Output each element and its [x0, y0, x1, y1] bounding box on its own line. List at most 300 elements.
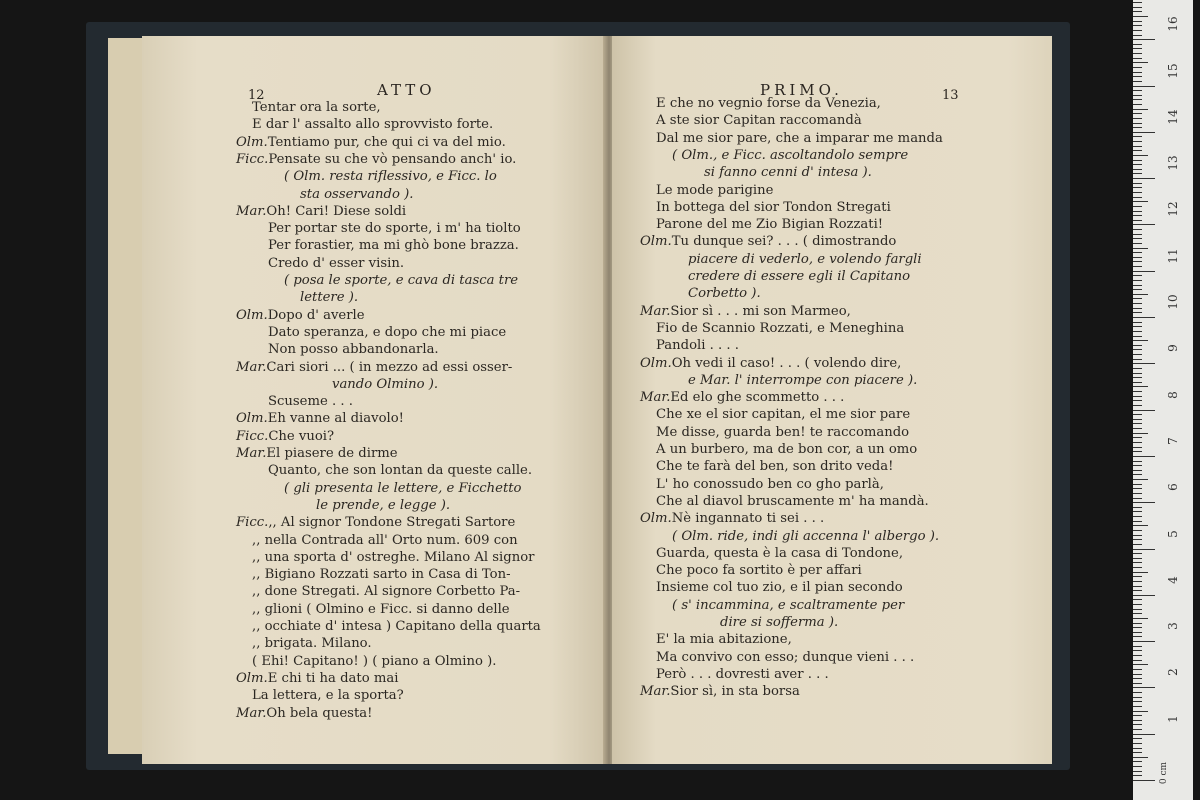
ruler-tick [1133, 525, 1148, 526]
line-text: Dopo d' averle [267, 307, 365, 323]
text-line [640, 684, 800, 700]
ruler-tick [1133, 48, 1142, 49]
ruler-tick [1133, 363, 1155, 364]
ruler-tick [1133, 549, 1155, 550]
text-line [236, 152, 516, 168]
line-text: Che poco fa sortito è per affari [656, 563, 862, 579]
ruler-tick [1133, 192, 1142, 193]
speaker-name: Mar. [640, 684, 671, 700]
ruler-tick [1133, 553, 1142, 554]
text-line [268, 256, 404, 272]
ruler-tick [1133, 373, 1142, 374]
ruler-tick [1133, 604, 1142, 605]
ruler-tick [1133, 498, 1142, 499]
stage-direction: piacere di vederlo, e volendo fargli [688, 251, 922, 267]
ruler-unit-label: 0 cm [1159, 761, 1170, 785]
ruler-tick [1133, 479, 1148, 480]
ruler-tick [1133, 581, 1142, 582]
speaker-name: Olm. [640, 355, 672, 371]
ruler-tick [1133, 423, 1142, 424]
ruler-tick [1133, 62, 1148, 63]
line-text: Per portar ste do sporte, i m' ha tiolto [268, 221, 521, 237]
text-line [640, 234, 896, 250]
ruler-tick [1133, 507, 1142, 508]
ruler-number: 14 [1166, 109, 1180, 125]
ruler-tick [1133, 734, 1155, 735]
line-text: E' la mia abitazione, [656, 632, 792, 648]
line-text: L' ho conossudo ben co gho parlà, [656, 476, 884, 492]
text-line [236, 204, 406, 220]
line-text: ,, brigata. Milano. [252, 636, 372, 652]
ruler-tick [1133, 109, 1148, 110]
line-text: Che al diavol bruscamente m' ha mandà. [656, 493, 929, 509]
text-line [656, 667, 829, 683]
ruler-tick [1133, 155, 1148, 156]
ruler-tick [1133, 391, 1142, 392]
text-line [268, 221, 521, 237]
ruler-tick [1133, 484, 1142, 485]
stage-direction: ( Olm., e Ficc. ascoltandolo sempre [672, 147, 909, 163]
text-line [268, 238, 519, 254]
ruler-tick [1133, 30, 1142, 31]
line-text: Scuseme . . . [268, 394, 353, 410]
ruler-tick [1133, 572, 1148, 573]
ruler-tick [1133, 687, 1155, 688]
ruler-number: 6 [1166, 483, 1180, 492]
ruler-tick [1133, 748, 1142, 749]
ruler-tick [1133, 224, 1155, 225]
stage-direction: ( gli presenta le lettere, e Ficchetto [284, 480, 522, 496]
speaker-name: Olm. [236, 307, 268, 323]
ruler-tick [1133, 771, 1142, 772]
ruler-tick [1133, 173, 1142, 174]
ruler-tick [1133, 289, 1142, 290]
line-text: Parone del me Zio Bigian Rozzati! [656, 217, 884, 233]
ruler-tick [1133, 123, 1142, 124]
ruler-tick [1133, 599, 1142, 600]
ruler-tick [1133, 590, 1142, 591]
text-line [284, 481, 521, 497]
line-text: Sior sì, in sta borsa [670, 684, 800, 700]
ruler-tick [1133, 150, 1142, 151]
text-line [656, 200, 891, 216]
ruler-tick [1133, 248, 1148, 249]
line-text: ,, done Stregati. Al signore Corbetto Pa- [252, 584, 521, 600]
ruler-tick [1133, 757, 1148, 758]
ruler-tick [1133, 461, 1142, 462]
text-line [236, 706, 372, 722]
text-line [268, 463, 532, 479]
text-line [672, 598, 904, 614]
speaker-name: Olm. [236, 670, 268, 686]
text-line [236, 135, 506, 151]
ruler-tick [1133, 488, 1142, 489]
line-text: La lettera, e la sporta? [252, 688, 404, 704]
stage-direction: ( Olm. ride, indi gli accenna l' albergo ). [672, 528, 940, 544]
ruler-tick [1133, 317, 1155, 318]
ruler-tick [1133, 220, 1142, 221]
ruler-tick [1133, 234, 1142, 235]
ruler-tick [1133, 433, 1148, 434]
ruler-tick [1133, 738, 1142, 739]
measuring-ruler [1133, 0, 1193, 800]
left-page [142, 36, 605, 764]
ruler-tick [1133, 146, 1142, 147]
ruler-tick [1133, 136, 1142, 137]
text-line [656, 477, 884, 493]
text-line [656, 217, 883, 233]
text-line [656, 96, 881, 112]
line-text: Sior sì . . . mi son Marmeo, [670, 303, 851, 319]
ruler-tick [1133, 414, 1142, 415]
stage-direction: ( posa le sporte, e cava di tasca tre [284, 273, 519, 288]
line-text: Non posso abbandonarla. [268, 342, 439, 358]
ruler-tick [1133, 646, 1142, 647]
ruler-tick [1133, 442, 1142, 443]
line-text: ( Ehi! Capitano! ) ( piano a Olmino ). [252, 653, 497, 669]
ruler-tick [1133, 400, 1142, 401]
ruler-tick [1133, 99, 1142, 100]
ruler-tick [1133, 701, 1142, 702]
ruler-tick [1133, 609, 1142, 610]
speaker-name: Mar. [640, 390, 671, 406]
ruler-tick [1133, 752, 1142, 753]
ruler-tick [1133, 586, 1142, 587]
line-text: ,, una sporta d' ostreghe. Milano Al signor [252, 549, 535, 565]
text-line [640, 356, 901, 372]
ruler-tick [1133, 11, 1142, 12]
ruler-tick [1133, 562, 1142, 563]
ruler-tick [1133, 766, 1142, 767]
ruler-tick [1133, 595, 1155, 596]
speaker-name: Mar. [236, 203, 267, 219]
ruler-tick [1133, 340, 1148, 341]
text-line [236, 671, 398, 687]
ruler-tick [1133, 211, 1142, 212]
text-line [656, 425, 909, 441]
ruler-tick [1133, 775, 1142, 776]
ruler-tick [1133, 280, 1142, 281]
ruler-number: 3 [1166, 622, 1180, 630]
ruler-tick [1133, 127, 1142, 128]
line-text: Quanto, che son lontan da queste calle. [268, 463, 533, 479]
text-line [640, 304, 851, 320]
ruler-tick [1133, 544, 1142, 545]
ruler-tick [1133, 160, 1142, 161]
ruler-number: 8 [1166, 390, 1180, 399]
line-text: Dal me sior pare, che a imparar me manda [656, 130, 943, 146]
line-text: Fio de Scannio Rozzati, e Meneghina [656, 320, 905, 336]
ruler-number: 9 [1166, 344, 1180, 353]
ruler-tick [1133, 215, 1142, 216]
ruler-tick [1133, 118, 1142, 119]
ruler-tick [1133, 25, 1142, 26]
line-text: ,, Bigiano Rozzati sarto in Casa di Ton- [252, 567, 511, 583]
ruler-tick [1133, 67, 1142, 68]
ruler-tick [1133, 229, 1142, 230]
ruler-tick [1133, 132, 1155, 133]
ruler-tick [1133, 95, 1142, 96]
ruler-tick [1133, 618, 1148, 619]
ruler-tick [1133, 715, 1142, 716]
stage-direction: e Mar. l' interrompe con piacere ). [688, 372, 918, 388]
ruler-tick [1133, 632, 1142, 633]
line-text: Che xe el sior capitan, el me sior pare [656, 407, 911, 423]
line-text: Tu dunque sei? . . . ( dimostrando [671, 234, 897, 250]
ruler-tick [1133, 252, 1142, 253]
ruler-tick [1133, 294, 1148, 295]
ruler-tick [1133, 2, 1142, 3]
ruler-tick [1133, 261, 1142, 262]
ruler-tick [1133, 692, 1142, 693]
text-line [656, 563, 862, 579]
text-line [252, 550, 534, 566]
speaker-name: Mar. [640, 303, 671, 319]
ruler-number: 10 [1166, 294, 1180, 310]
stage-direction: Corbetto ). [688, 286, 761, 302]
ruler-tick [1133, 674, 1142, 675]
text-line [656, 459, 893, 475]
speaker-name: Olm. [236, 411, 268, 427]
speaker-name: Ficc. [236, 151, 269, 167]
ruler-tick [1133, 437, 1142, 438]
line-text: Che vuoi? [268, 428, 335, 444]
page-number: 12 [248, 88, 265, 103]
ruler-tick [1133, 178, 1155, 179]
ruler-tick [1133, 428, 1142, 429]
ruler-tick [1133, 530, 1142, 531]
ruler-tick [1133, 447, 1142, 448]
ruler-number: 15 [1166, 62, 1180, 79]
ruler-tick [1133, 238, 1142, 239]
ruler-tick [1133, 516, 1142, 517]
text-line [656, 650, 914, 666]
ruler-tick [1133, 285, 1142, 286]
ruler-tick [1133, 16, 1148, 17]
ruler-tick [1133, 7, 1142, 8]
ruler-tick [1133, 326, 1142, 327]
text-line [656, 632, 792, 648]
ruler-tick [1133, 711, 1148, 712]
line-text: ,, nella Contrada all' Orto num. 609 con [252, 532, 518, 548]
ruler-tick [1133, 266, 1142, 267]
text-line [300, 290, 358, 306]
ruler-tick [1133, 535, 1142, 536]
text-line [688, 252, 922, 268]
text-line [688, 269, 910, 285]
ruler-number: 7 [1166, 437, 1180, 445]
ruler-tick [1133, 201, 1148, 202]
ruler-tick [1133, 377, 1142, 378]
ruler-number: 16 [1166, 16, 1180, 32]
text-line [252, 619, 541, 635]
line-text: Pandoli . . . . [656, 338, 739, 354]
text-line [656, 407, 910, 423]
line-text: Le mode parigine [656, 182, 774, 198]
speaker-name: Ficc. [236, 515, 269, 531]
text-line [656, 442, 917, 458]
ruler-tick [1133, 322, 1142, 323]
text-line [236, 515, 515, 531]
line-text: Me disse, guarda ben! te raccomando [656, 424, 910, 440]
text-line [284, 273, 518, 289]
stage-direction: ( s' incammina, e scaltramente per [672, 597, 905, 613]
text-line [252, 602, 510, 618]
line-text: Pensate su che vò pensando anch' io. [268, 151, 517, 167]
ruler-tick [1133, 650, 1142, 651]
line-text: Dato speranza, e dopo che mi piace [268, 324, 507, 340]
ruler-tick [1133, 386, 1148, 387]
ruler-tick [1133, 336, 1142, 337]
ruler-tick [1133, 359, 1142, 360]
text-line [656, 113, 862, 129]
speaker-name: Olm. [640, 511, 672, 527]
ruler-tick [1133, 183, 1142, 184]
ruler-tick [1133, 86, 1155, 87]
ruler-tick [1133, 345, 1142, 346]
ruler-number: 11 [1166, 248, 1180, 264]
ruler-tick [1133, 641, 1155, 642]
ruler-tick [1133, 104, 1142, 105]
line-text: Cari siori ... ( in mezzo ad essi osser- [266, 359, 513, 375]
ruler-tick [1133, 331, 1142, 332]
stage-direction: vando Olmino ). [332, 376, 439, 392]
stage-direction: lettere ). [300, 290, 359, 306]
ruler-tick [1133, 44, 1142, 45]
ruler-tick [1133, 90, 1142, 91]
stage-direction: dire si sofferma ). [720, 615, 839, 630]
line-text: ,, glioni ( Olmino e Ficc. si danno delle [252, 601, 510, 617]
line-text: Ma convivo con esso; dunque vieni . . . [656, 649, 915, 665]
speaker-name: Ficc. [236, 428, 269, 444]
line-text: Per forastier, ma mi ghò bone brazza. [268, 238, 519, 254]
text-line [252, 584, 520, 600]
ruler-tick [1133, 113, 1142, 114]
ruler-tick [1133, 271, 1155, 272]
line-text: Oh bela questa! [266, 705, 373, 721]
ruler-number: 12 [1166, 201, 1180, 218]
ruler-tick [1133, 396, 1142, 397]
speaker-name: Olm. [640, 234, 672, 250]
ruler-tick [1133, 58, 1142, 59]
ruler-tick [1133, 141, 1142, 142]
text-line [704, 165, 872, 181]
ruler-tick [1133, 243, 1142, 244]
ruler-tick [1133, 474, 1142, 475]
ruler-tick [1133, 308, 1142, 309]
ruler-tick [1133, 539, 1142, 540]
speaker-name: Mar. [236, 446, 267, 461]
ruler-tick [1133, 410, 1155, 411]
stage-direction: si fanno cenni d' intesa ). [704, 165, 872, 181]
text-line [236, 308, 365, 324]
ruler-tick [1133, 627, 1142, 628]
text-line [236, 446, 398, 462]
text-line [688, 373, 917, 389]
ruler-tick [1133, 655, 1142, 656]
ruler-tick [1133, 197, 1142, 198]
ruler-tick [1133, 567, 1142, 568]
ruler-tick [1133, 405, 1142, 406]
text-line [252, 100, 381, 116]
line-text: Però . . . dovresti aver . . . [656, 666, 829, 682]
text-line [252, 567, 511, 583]
text-line [656, 338, 739, 354]
ruler-tick [1133, 729, 1142, 730]
line-text: Tentar ora la sorte, [252, 100, 381, 115]
page-header: ATTO [377, 81, 436, 99]
ruler-tick [1133, 613, 1142, 614]
ruler-tick [1133, 780, 1155, 781]
speaker-name: Mar. [236, 705, 267, 721]
text-line [656, 580, 903, 596]
ruler-tick [1133, 312, 1142, 313]
ruler-tick [1133, 76, 1142, 77]
line-text: Oh vedi il caso! . . . ( volendo dire, [671, 355, 902, 371]
ruler-tick [1133, 669, 1142, 670]
line-text: ,, occhiate d' intesa ) Capitano della quarta [252, 619, 541, 634]
ruler-tick [1133, 187, 1142, 188]
line-text: Che te farà del ben, son drito veda! [656, 459, 894, 475]
line-text: A un burbero, ma de bon cor, a un omo [656, 442, 918, 457]
stage-direction: le prende, e legge ). [316, 497, 451, 513]
text-line [252, 533, 518, 549]
ruler-tick [1133, 257, 1142, 258]
line-text: Guarda, questa è la casa di Tondone, [656, 545, 904, 561]
line-text: In bottega del sior Tondon Stregati [656, 199, 891, 215]
text-line [640, 511, 824, 527]
line-text: Tentiamo pur, che qui ci va del mio. [267, 134, 506, 150]
ruler-tick [1133, 53, 1142, 54]
ruler-number: 1 [1166, 714, 1180, 723]
ruler-tick [1133, 382, 1142, 383]
text-line [656, 321, 904, 337]
ruler-tick [1133, 743, 1142, 744]
page-number: 13 [942, 88, 959, 103]
speaker-name: Mar. [236, 359, 267, 375]
ruler-tick [1133, 470, 1142, 471]
text-line [656, 546, 903, 562]
line-text: E dar l' assalto allo sprovvisto forte. [252, 117, 494, 133]
line-text: Ed elo ghe scommetto . . . [670, 390, 845, 406]
text-line [300, 187, 413, 203]
ruler-tick [1133, 558, 1142, 559]
line-text: Nè ingannato ti sei . . . [671, 511, 825, 527]
right-page [612, 36, 1052, 764]
text-line [236, 429, 334, 445]
ruler-tick [1133, 493, 1142, 494]
text-line [268, 325, 506, 341]
text-line [236, 360, 512, 376]
line-text: ,, Al signor Tondone Stregati Sartore [268, 515, 516, 531]
line-text: Credo d' esser visin. [268, 255, 405, 271]
ruler-tick [1133, 451, 1142, 452]
ruler-tick [1133, 761, 1142, 762]
ruler-tick [1133, 636, 1142, 637]
stage-direction: ( Olm. resta riflessivo, e Ficc. lo [284, 169, 497, 185]
text-line [252, 117, 493, 133]
ruler-tick [1133, 511, 1142, 512]
ruler-tick [1133, 169, 1142, 170]
ruler-number: 5 [1166, 529, 1180, 538]
ruler-tick [1133, 724, 1142, 725]
text-line [688, 286, 761, 302]
text-line [268, 394, 353, 410]
text-line [284, 169, 497, 185]
ruler-tick [1133, 72, 1142, 73]
text-line [656, 131, 943, 147]
ruler-tick [1133, 354, 1142, 355]
